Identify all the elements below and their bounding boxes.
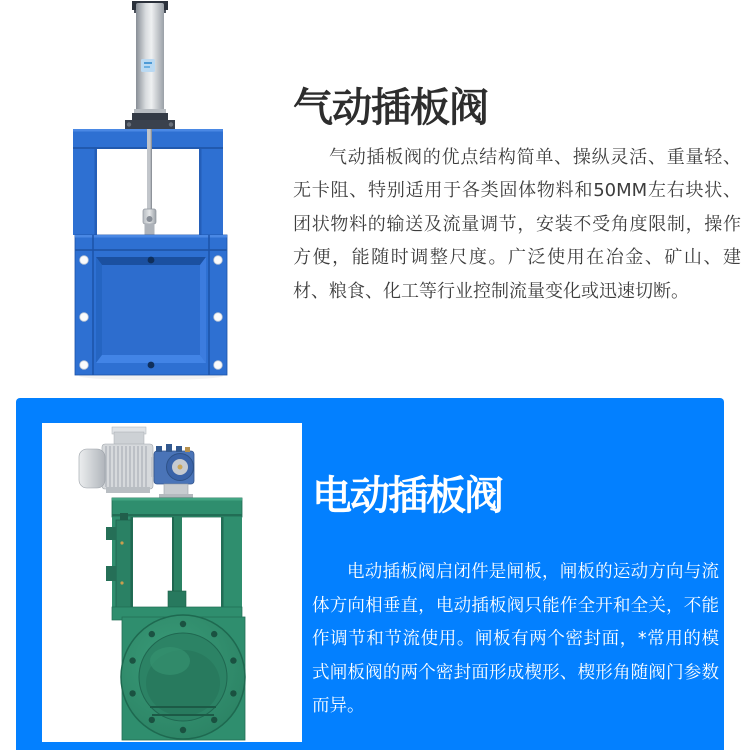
pneumatic-description: 气动插板阀的优点结构简单、操纵灵活、重量轻、无卡阻、特别适用于各类固体物料和50MM左右块状、团状物料的输送及流量调节，安装不受角度限制，操作方便，能随时调整尺度。广泛使用在冶金、矿山、建材、粮食、化工等行业控制流量变化或迅速切断。 (293, 147, 741, 302)
electric-valve-section (16, 398, 724, 750)
electric-valve-image-card (42, 423, 302, 742)
pneumatic-valve-photo (68, 0, 236, 380)
electric-description: 电动插板阀启闭件是闸板，闸板的运动方向与流体方向相垂直，电动插板阀只能作全开和全关，不能作调节和节流使用。闸板有两个密封面，*常用的模式闸板阀的两个密封面形成楔形、楔形角随阀门参数而异。 (312, 562, 719, 716)
electric-title: 电动插板阀 (312, 473, 502, 519)
electric-valve-photo (42, 423, 302, 742)
pneumatic-title: 气动插板阀 (293, 85, 488, 131)
